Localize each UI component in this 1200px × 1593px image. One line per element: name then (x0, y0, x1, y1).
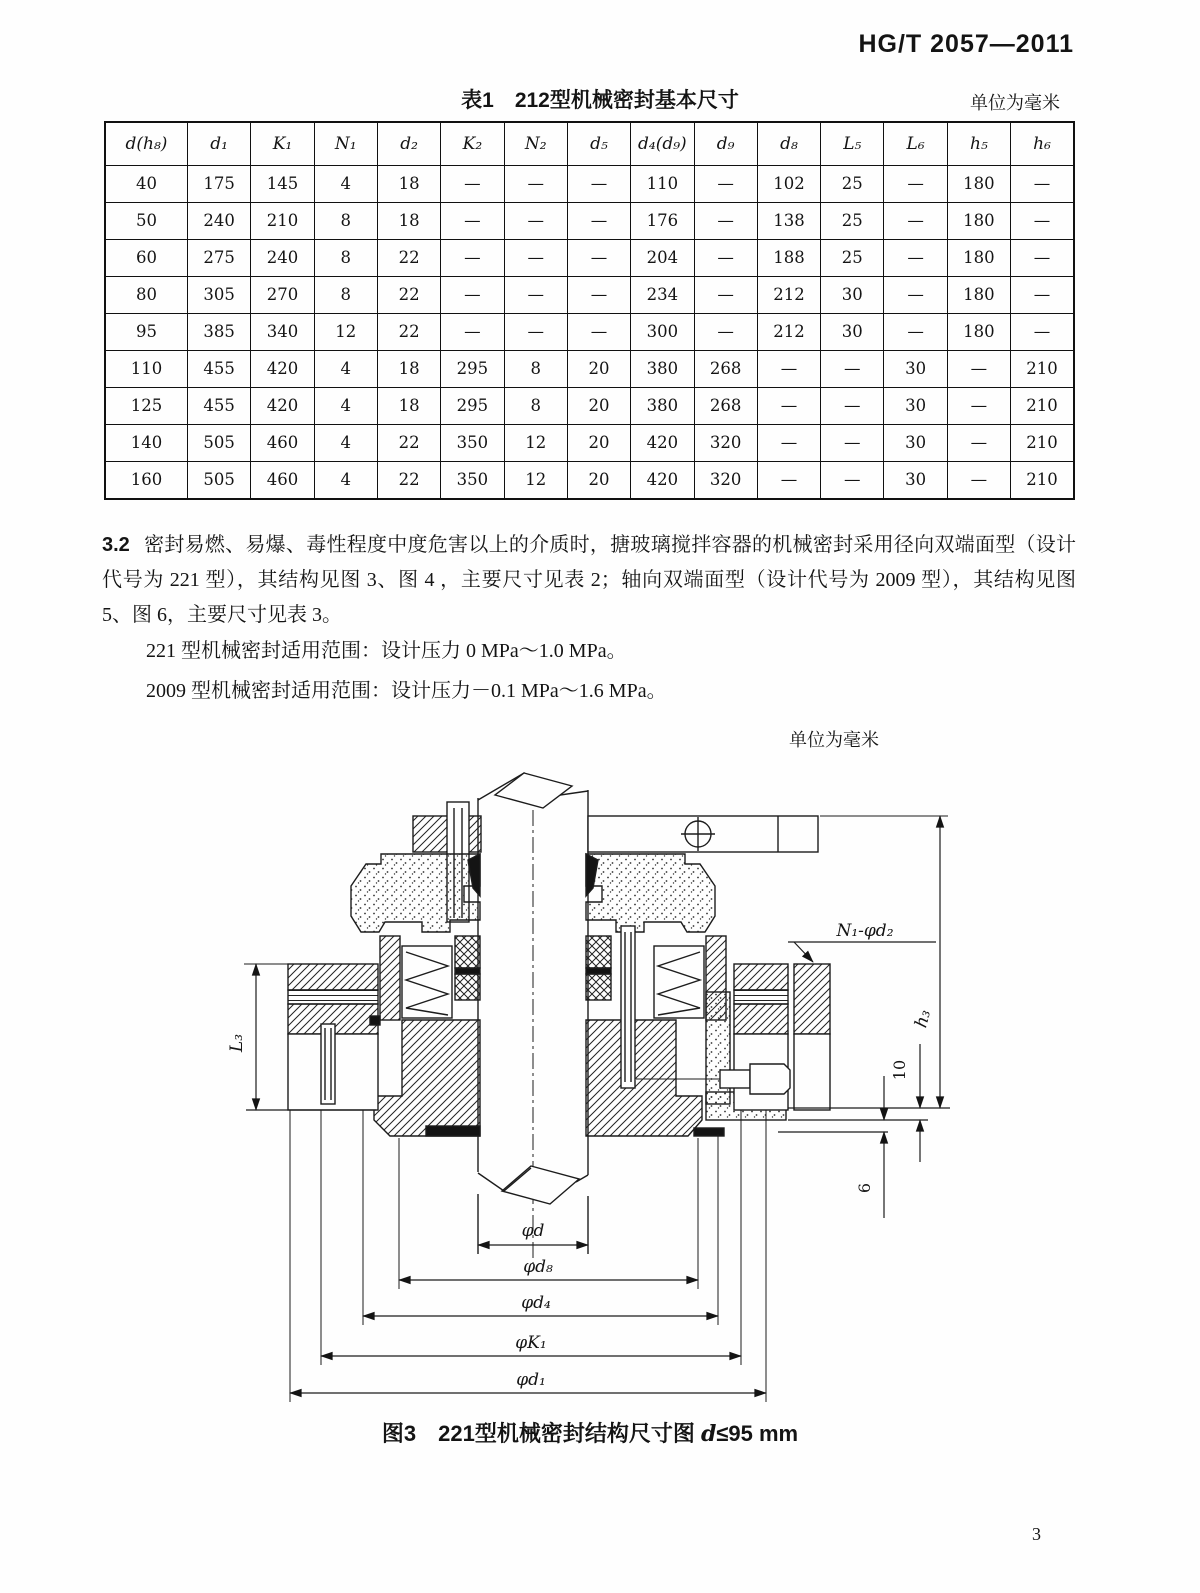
left-seal-ring-lower (455, 974, 480, 1000)
column-header: L₆ (884, 122, 947, 166)
table-cell: 18 (377, 387, 440, 424)
label-6: 6 (855, 1182, 874, 1194)
table-cell: 20 (567, 461, 630, 499)
column-header: L₅ (821, 122, 884, 166)
table-cell: 212 (757, 313, 820, 350)
table-cell: — (821, 387, 884, 424)
table-cell: 455 (188, 350, 251, 387)
right-rubber-bellows (586, 854, 715, 932)
table-cell: 25 (821, 166, 884, 203)
table-cell: 22 (377, 313, 440, 350)
label-phi-d1: φd₁ (516, 1370, 546, 1390)
table-cell: 8 (504, 350, 567, 387)
column-header: h₆ (1011, 122, 1074, 166)
label-phi-d4: φd₄ (521, 1293, 551, 1313)
table-cell: 210 (251, 202, 314, 239)
table-cell: 125 (105, 387, 188, 424)
table-cell: 320 (694, 424, 757, 461)
table-row (105, 276, 1074, 313)
table-row (105, 461, 1074, 499)
right-seal-ring-lower (586, 974, 611, 1000)
table-cell: 180 (947, 202, 1010, 239)
table-cell: 95 (105, 313, 188, 350)
table-cell: 4 (314, 424, 377, 461)
table-cell: 175 (188, 166, 251, 203)
table-row (105, 387, 1074, 424)
table-title: 表1 212型机械密封基本尺寸 (461, 89, 739, 112)
table-cell: 40 (105, 166, 188, 203)
line-221-range: 221 型机械密封适用范围：设计压力 0 MPa～1.0 MPa。 (146, 640, 627, 662)
label-phi-d8: φd₈ (523, 1257, 553, 1277)
table-cell: — (1011, 202, 1074, 239)
table-cell: 420 (631, 461, 694, 499)
table-cell: 20 (567, 424, 630, 461)
left-flange-hatch-top (288, 964, 378, 990)
caption-limit: ≤95 mm (716, 1421, 799, 1446)
table-cell: — (567, 276, 630, 313)
figure-unit-note: 单位为毫米 (789, 730, 879, 750)
table-cell: — (757, 461, 820, 499)
table-row (105, 166, 1074, 203)
right-outer-block (794, 1034, 830, 1110)
table-cell: — (1011, 166, 1074, 203)
right-flange-gasket (734, 990, 788, 1004)
table-cell: — (441, 166, 504, 203)
table-cell: 268 (694, 350, 757, 387)
table-cell: 210 (1011, 461, 1074, 499)
table-cell: — (567, 166, 630, 203)
header-row (105, 122, 1074, 166)
left-rubber-bellows (351, 854, 480, 932)
table-cell: 460 (251, 424, 314, 461)
table-cell: — (947, 461, 1010, 499)
table-cell: 50 (105, 202, 188, 239)
column-header: N₂ (504, 122, 567, 166)
label-10: 10 (890, 1059, 909, 1081)
table-cell: 20 (567, 387, 630, 424)
table-cell: 350 (441, 461, 504, 499)
table-cell: 20 (567, 350, 630, 387)
column-header: d₈ (757, 122, 820, 166)
right-seal-ring-upper (586, 936, 611, 968)
table-cell: 420 (631, 424, 694, 461)
table-cell: 210 (1011, 350, 1074, 387)
section-number: 3.2 (102, 534, 130, 556)
table-cell: — (441, 239, 504, 276)
table-cell: 385 (188, 313, 251, 350)
table-cell: 380 (631, 387, 694, 424)
table-cell: 30 (884, 350, 947, 387)
table-cell: 12 (314, 313, 377, 350)
table-cell: 4 (314, 350, 377, 387)
table-cell: 275 (188, 239, 251, 276)
table-cell: 305 (188, 276, 251, 313)
table-cell: — (567, 202, 630, 239)
column-header: d₄(d₉) (631, 122, 694, 166)
table-cell: 22 (377, 239, 440, 276)
table-cell: 8 (504, 387, 567, 424)
table-unit-note: 单位为毫米 (970, 93, 1060, 113)
table-cell: 30 (821, 276, 884, 313)
column-header: K₂ (441, 122, 504, 166)
column-header: d(h₈) (105, 122, 188, 166)
table-cell: 380 (631, 350, 694, 387)
table-cell: 30 (884, 387, 947, 424)
caption-text: 图3 221型机械密封结构尺寸图 (381, 1421, 701, 1446)
table-cell: — (1011, 239, 1074, 276)
table-cell: — (821, 350, 884, 387)
column-header: d₅ (567, 122, 630, 166)
left-housing (374, 1020, 480, 1136)
table-cell: — (947, 387, 1010, 424)
figure-caption (0, 1417, 1180, 1448)
table-cell: 460 (251, 461, 314, 499)
table-cell: — (694, 313, 757, 350)
table-row (105, 424, 1074, 461)
table-cell: — (441, 202, 504, 239)
right-housing (586, 1020, 702, 1136)
table-cell: 145 (251, 166, 314, 203)
table-cell: 176 (631, 202, 694, 239)
table-cell: — (757, 387, 820, 424)
table-cell: 110 (631, 166, 694, 203)
seal-cross-section-svg (228, 758, 952, 1422)
table-cell: 4 (314, 461, 377, 499)
table-cell: 234 (631, 276, 694, 313)
table-cell: 295 (441, 387, 504, 424)
table-cell: 4 (314, 387, 377, 424)
table-cell: — (694, 276, 757, 313)
table-cell: — (821, 424, 884, 461)
column-header: d₂ (377, 122, 440, 166)
table-body (105, 166, 1074, 500)
label-phi-K1: φK₁ (515, 1333, 547, 1353)
left-follower (380, 936, 400, 1020)
table-cell: 188 (757, 239, 820, 276)
table-head (105, 122, 1074, 166)
column-header: d₉ (694, 122, 757, 166)
table-cell: 210 (1011, 387, 1074, 424)
table-cell: 18 (377, 350, 440, 387)
table-cell: 204 (631, 239, 694, 276)
table-cell: — (884, 239, 947, 276)
table-cell: 270 (251, 276, 314, 313)
table-cell: 240 (251, 239, 314, 276)
table-cell: 12 (504, 424, 567, 461)
table-cell: 30 (821, 313, 884, 350)
table-cell: 8 (314, 239, 377, 276)
table-cell: 22 (377, 276, 440, 313)
caption-variable: d (700, 1421, 717, 1447)
table-cell: 420 (251, 350, 314, 387)
table-cell: 25 (821, 239, 884, 276)
table-cell: 30 (884, 424, 947, 461)
left-flange-stud (321, 1024, 335, 1104)
column-header: h₅ (947, 122, 1010, 166)
table-cell: 268 (694, 387, 757, 424)
table-cell: 295 (441, 350, 504, 387)
left-flange-gasket (288, 990, 378, 1004)
left-seal-ring-upper (455, 936, 480, 968)
table-cell: 80 (105, 276, 188, 313)
table-cell: 320 (694, 461, 757, 499)
table-cell: 18 (377, 166, 440, 203)
table-cell: 30 (884, 461, 947, 499)
table-cell: 180 (947, 166, 1010, 203)
right-drive-stud (621, 926, 635, 1088)
table-cell: 8 (314, 202, 377, 239)
table-cell: — (504, 276, 567, 313)
table-cell: — (947, 424, 1010, 461)
page-number: 3 (1032, 1524, 1041, 1544)
table-cell: — (884, 202, 947, 239)
column-header: K₁ (251, 122, 314, 166)
table-cell: 240 (188, 202, 251, 239)
table-cell: — (567, 313, 630, 350)
section-text: 密封易燃、易爆、毒性程度中度危害以上的介质时，搪玻璃搅拌容器的机械密封采用径向双端面型（设计代号为 221 型），其结构见图 3、图 4 ，主要尺寸见表 2；轴向双端面型（设计代号为 2009 型），其结构见图 5、图 6，主要尺寸见表 3。 (102, 534, 1076, 626)
standard-code: HG/T 2057—2011 (858, 30, 1074, 58)
column-header: N₁ (314, 122, 377, 166)
table-cell: 420 (251, 387, 314, 424)
table-cell: 22 (377, 461, 440, 499)
table-cell: 180 (947, 276, 1010, 313)
table-cell: — (504, 239, 567, 276)
table-cell: 8 (314, 276, 377, 313)
right-seal-assembly (586, 816, 830, 1136)
dimensions-table (104, 121, 1075, 500)
table-cell: 22 (377, 424, 440, 461)
table-cell: 180 (947, 239, 1010, 276)
left-seal-assembly (288, 802, 481, 1136)
table-cell: — (694, 239, 757, 276)
table-cell: 4 (314, 166, 377, 203)
table-cell: 210 (1011, 424, 1074, 461)
label-L3: L₃ (228, 1033, 247, 1053)
table-cell: — (1011, 276, 1074, 313)
table-row (105, 313, 1074, 350)
table-cell: — (884, 166, 947, 203)
table-cell: 180 (947, 313, 1010, 350)
table-cell: — (947, 350, 1010, 387)
table-cell: 340 (251, 313, 314, 350)
table-cell: — (757, 424, 820, 461)
table-cell: 505 (188, 424, 251, 461)
table-row (105, 239, 1074, 276)
table-cell: 160 (105, 461, 188, 499)
flush-fitting-head (750, 1064, 790, 1094)
table-row (105, 202, 1074, 239)
section-3-2-paragraph (102, 528, 1076, 633)
table-cell: 25 (821, 202, 884, 239)
column-header: d₁ (188, 122, 251, 166)
label-phi-d: φd (521, 1221, 545, 1241)
table-cell: — (441, 313, 504, 350)
table-row (105, 350, 1074, 387)
table-cell: — (884, 313, 947, 350)
line-2009-range: 2009 型机械密封适用范围：设计压力－0.1 MPa～1.6 MPa。 (146, 680, 667, 702)
right-flange-hatch-top (734, 964, 788, 990)
table-cell: 12 (504, 461, 567, 499)
right-outer-ring (794, 964, 830, 1034)
table-cell: — (694, 166, 757, 203)
table-cell: 110 (105, 350, 188, 387)
table-cell: 60 (105, 239, 188, 276)
table-cell: — (757, 350, 820, 387)
label-bolt-holes: N₁-φd₂ (836, 921, 894, 941)
table-cell: 102 (757, 166, 820, 203)
table-cell: 140 (105, 424, 188, 461)
table-cell: 18 (377, 202, 440, 239)
table-cell: 505 (188, 461, 251, 499)
table-cell: 212 (757, 276, 820, 313)
table-cell: — (1011, 313, 1074, 350)
table-cell: 350 (441, 424, 504, 461)
table-cell: — (504, 166, 567, 203)
table-cell: — (821, 461, 884, 499)
right-flange-hatch-bottom (734, 1004, 788, 1034)
figure-3-drawing (228, 758, 952, 1422)
table-cell: — (504, 202, 567, 239)
table-cell: — (884, 276, 947, 313)
flush-fitting-body (720, 1070, 750, 1088)
table-cell: — (694, 202, 757, 239)
table-cell: 138 (757, 202, 820, 239)
table-cell: 300 (631, 313, 694, 350)
table-cell: — (567, 239, 630, 276)
label-h3: h₃ (911, 1007, 936, 1030)
table-cell: — (504, 313, 567, 350)
table-cell: 455 (188, 387, 251, 424)
table-cell: — (441, 276, 504, 313)
